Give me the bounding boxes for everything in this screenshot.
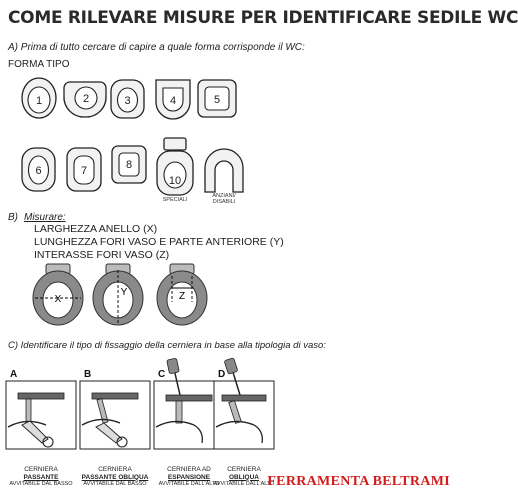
section-a-instruction: A) Prima di tutto cercare di capire a quale forma corrisponde il WC: (8, 42, 305, 53)
measure-y-diagram (93, 264, 143, 325)
hinge-panel-a (6, 369, 76, 449)
shape-10 (157, 138, 193, 195)
shape-anziani (205, 149, 243, 192)
caption-b-line3: AVVITABILE DAL BASSO (83, 481, 147, 487)
caption-c-line2: ESPANSIONE (167, 473, 211, 481)
caption-a (1, 466, 81, 489)
hinge-panel-d (214, 358, 274, 449)
measure-line-y: LUNGHEZZA FORI VASO E PARTE ANTERIORE (Y) (34, 236, 284, 248)
measure-z-diagram (157, 264, 207, 325)
caption-c-line3: AVVITABILE DALL'ALTO (158, 481, 220, 487)
svg-text:2: 2 (82, 93, 90, 105)
svg-text:Z: Z (178, 291, 186, 302)
shape-5 (198, 80, 236, 117)
svg-text:B: B (84, 369, 92, 380)
caption-b-line2: PASSANTE OBLIQUA (81, 473, 149, 481)
measure-line-z: INTERASSE FORI VASO (Z) (34, 249, 170, 261)
shape-2 (64, 82, 106, 117)
svg-text:X: X (54, 294, 62, 305)
svg-text:4: 4 (169, 95, 177, 107)
svg-text:1: 1 (35, 95, 43, 107)
caption-a-line1: CERNIERA (24, 466, 58, 473)
toilet-shapes-diagram (0, 0, 460, 210)
caption-a-line2: PASSANTE (23, 473, 59, 481)
section-b-prefix: B) (8, 212, 18, 223)
anziani-label-line2: DISABILI (212, 199, 236, 205)
svg-text:Y: Y (120, 287, 128, 298)
svg-text:10: 10 (168, 175, 182, 187)
hinge-diagrams (0, 365, 460, 465)
section-b-label: Misurare: (24, 212, 66, 223)
forma-tipo-label: FORMA TIPO (8, 59, 70, 70)
anziani-label-line1: ANZIANI/ (212, 193, 236, 199)
svg-text:3: 3 (124, 95, 131, 107)
svg-text:7: 7 (80, 165, 88, 177)
shape-8 (112, 146, 146, 183)
caption-d-line3: AVVITABILE DALL'ALTO (213, 481, 275, 487)
shape-1 (22, 78, 56, 118)
shape-7 (67, 148, 101, 191)
caption-d-line2: OBLIQUA (229, 473, 259, 481)
page-title: COME RILEVARE MISURE PER IDENTIFICARE SEDILE WC (8, 8, 518, 28)
shape-4 (156, 80, 190, 119)
svg-text:8: 8 (125, 159, 133, 171)
caption-c-line1: CERNIERA AD (167, 466, 211, 473)
caption-b (75, 466, 155, 489)
speciali-label: SPECIALI (162, 197, 188, 203)
caption-b-line1: CERNIERA (98, 466, 132, 473)
caption-d-line1: CERNIERA (227, 466, 261, 473)
hinge-panel-b (80, 369, 150, 449)
shape-3 (111, 80, 144, 118)
caption-a-line3: AVVITABILE DAL BASSO (9, 481, 73, 487)
shape-6 (22, 148, 55, 191)
measure-line-x: LARGHEZZA ANELLO (X) (34, 223, 158, 235)
measure-diagrams (0, 262, 460, 342)
svg-text:6: 6 (35, 165, 42, 177)
section-c-instruction: C) Identificare il tipo di fissaggio della cerniera in base alla tipologia di vaso: (8, 340, 326, 351)
svg-text:C: C (158, 369, 166, 380)
svg-text:5: 5 (213, 94, 221, 106)
svg-text:D: D (218, 369, 226, 380)
svg-text:A: A (10, 369, 18, 380)
measure-x-diagram (33, 264, 83, 325)
brand-logo-text: FERRAMENTA BELTRAMI (267, 474, 450, 489)
